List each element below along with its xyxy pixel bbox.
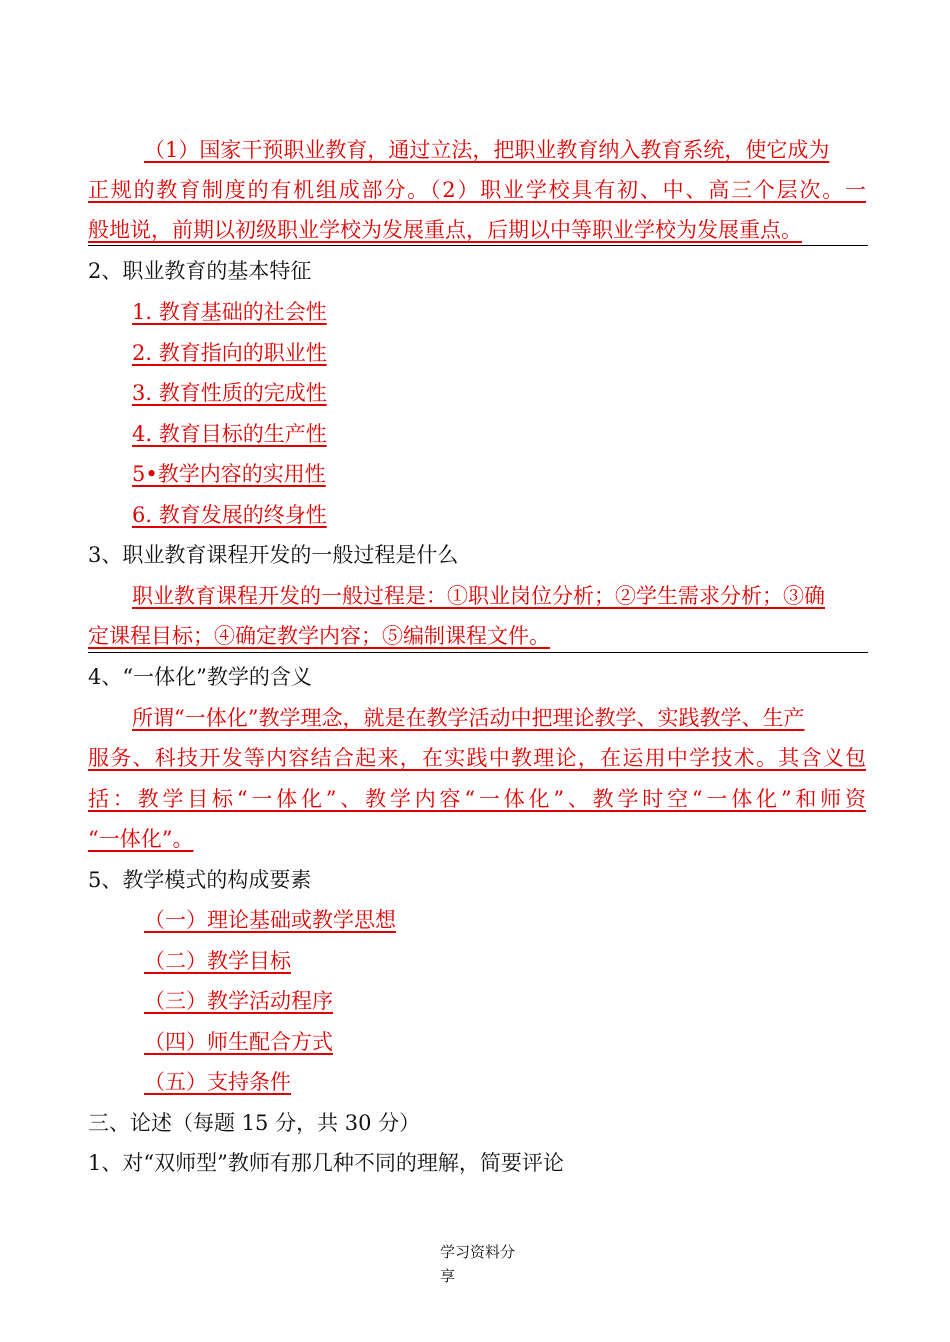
q2-item-1: 1. 教育基础的社会性: [132, 300, 327, 324]
sec1-line-1: （1）国家干预职业教育，通过立法，把职业教育纳入教育系统，使它成为: [144, 138, 830, 162]
sec1-line-2: 正规的教育制度的有机组成部分。（2）职业学校具有初、中、高三个层次。一: [88, 178, 866, 202]
q4-line-4: “一体化”。: [88, 827, 194, 851]
q4-line-2: 服务、科技开发等内容结合起来，在实践中教理论，在运用中学技术。其含义包: [88, 746, 866, 770]
q5-title: 5、教学模式的构成要素: [88, 868, 312, 892]
sec1-line-3: 般地说，前期以初级职业学校为发展重点，后期以中等职业学校为发展重点。: [88, 218, 802, 242]
section3-title: 三、论述（每题 15 分，共 30 分）: [88, 1111, 421, 1135]
q2-item-5: 5•教学内容的实用性: [132, 462, 326, 486]
q2-title: 2、职业教育的基本特征: [88, 259, 312, 283]
section-divider: [88, 245, 868, 246]
q4-line-1: 所谓“一体化”教学理念，就是在教学活动中把理论教学、实践教学、生产: [132, 706, 805, 730]
q4-title: 4、“一体化”教学的含义: [88, 665, 312, 689]
q5-item-4: （四）师生配合方式: [144, 1030, 333, 1054]
q2-item-4: 4. 教育目标的生产性: [132, 422, 327, 446]
section-divider: [88, 652, 868, 653]
section3-q1: 1、对“双师型”教师有那几种不同的理解，简要评论: [88, 1151, 564, 1175]
q2-item-6: 6. 教育发展的终身性: [132, 503, 327, 527]
q5-item-2: （二）教学目标: [144, 949, 291, 973]
q5-item-1: （一）理论基础或教学思想: [144, 908, 396, 932]
q2-item-3: 3. 教育性质的完成性: [132, 381, 327, 405]
footer-line-1: 学习资料分: [440, 1243, 516, 1261]
q5-item-5: （五）支持条件: [144, 1070, 291, 1094]
page-footer: [440, 1240, 520, 1288]
q2-item-2: 2. 教育指向的职业性: [132, 341, 327, 365]
q5-item-3: （三）教学活动程序: [144, 989, 333, 1013]
q3-line-2: 定课程目标；④确定教学内容；⑤编制课程文件。: [88, 624, 550, 648]
q4-line-3: 括：教学目标“一体化”、教学内容“一体化”、教学时空“一体化”和师资: [88, 787, 866, 811]
q3-line-1: 职业教育课程开发的一般过程是：①职业岗位分析；②学生需求分析；③确: [132, 584, 825, 608]
footer-line-2: 享: [440, 1267, 456, 1285]
q3-title: 3、职业教育课程开发的一般过程是什么: [88, 543, 459, 567]
